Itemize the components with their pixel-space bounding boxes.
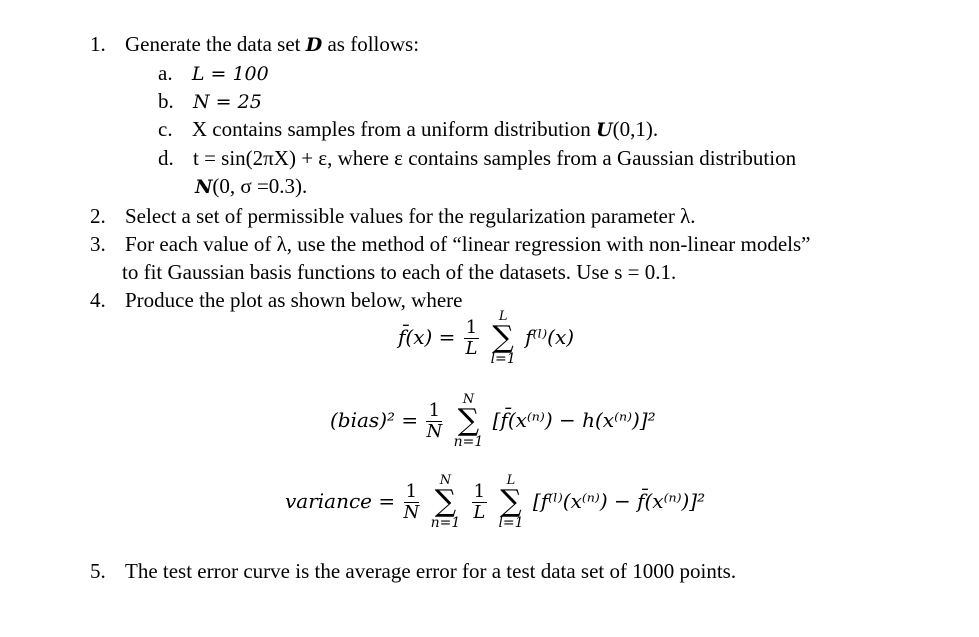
subitem-d	[158, 145, 796, 171]
subitem-d-text: t = sin(2πX) + ε, where ε contains samples from a Gaussian distribution	[193, 146, 797, 170]
item-2-number: 2.	[90, 204, 106, 228]
subitem-c-letter: c.	[158, 117, 173, 141]
equation-variance	[285, 474, 705, 531]
item-1-number: 1.	[90, 32, 106, 56]
uniform-symbol: U	[596, 119, 613, 141]
var-frac1-num: 1	[404, 482, 420, 503]
var-fraction-1	[404, 482, 420, 523]
item-4-text: Produce the plot as shown below, where	[125, 288, 463, 312]
var-sum-1	[431, 474, 461, 531]
var-sum-2	[498, 474, 523, 531]
var-sum2-top: L	[506, 473, 516, 488]
subitem-a-letter: a.	[158, 61, 173, 85]
item-2-text: Select a set of permissible values for the regularization parameter λ.	[125, 204, 696, 228]
var-term: [f⁽ˡ⁾(x⁽ⁿ⁾) − f̄(x⁽ⁿ⁾)]²	[532, 489, 706, 513]
fbar-sum	[491, 310, 516, 367]
item-1	[90, 31, 419, 58]
item-5-number: 5.	[90, 559, 106, 583]
item-1-tail: as follows:	[327, 32, 420, 56]
bias-sum-bot: n=1	[453, 434, 484, 450]
fbar-fraction	[464, 318, 479, 359]
item-3-cont	[122, 259, 676, 285]
var-frac2-num: 1	[473, 481, 486, 502]
subitem-a-text: L = 100	[191, 63, 269, 85]
fbar-frac-den: L	[465, 338, 478, 359]
subitem-d-cont	[195, 173, 307, 200]
bias-frac-den: N	[426, 421, 443, 442]
bias-frac-num: 1	[426, 401, 442, 422]
var-fraction-2	[472, 482, 487, 523]
sigma-icon: ∑	[500, 484, 522, 519]
subitem-d-letter: d.	[158, 146, 174, 170]
var-sum2-bot: l=1	[498, 515, 524, 531]
equation-bias	[330, 393, 656, 450]
var-sum1-bot: n=1	[430, 515, 461, 531]
bias-sum-top: N	[462, 392, 475, 407]
subitem-b	[158, 88, 262, 115]
sigma-icon: ∑	[434, 484, 457, 519]
subitem-c-text: X contains samples from a uniform distribution	[191, 117, 591, 141]
var-frac2-den: L	[473, 502, 486, 523]
item-4-number: 4.	[90, 288, 106, 312]
var-sum1-top: N	[439, 473, 452, 488]
bias-term: [f̄(x⁽ⁿ⁾) − h(x⁽ⁿ⁾)]²	[492, 408, 656, 432]
subitem-a	[158, 60, 269, 87]
sigma-icon: ∑	[492, 320, 514, 355]
fbar-term: f⁽ˡ⁾(x)	[525, 325, 575, 349]
subitem-d-text2: (0, σ =0.3).	[212, 174, 308, 198]
item-1-text: Generate the data set	[125, 32, 301, 56]
fbar-frac-num: 1	[465, 317, 478, 338]
equation-fbar	[398, 310, 574, 367]
var-frac1-den: N	[403, 502, 420, 523]
item-3-text: For each value of λ, use the method of “linear regression with non-linear models”	[125, 232, 811, 256]
dataset-symbol: D	[305, 34, 323, 56]
bias-lhs: (bias)² =	[330, 408, 419, 432]
fbar-sum-top: L	[498, 309, 508, 324]
item-3	[90, 231, 810, 257]
fbar-lhs: f̄(x) =	[398, 325, 456, 349]
item-5-text: The test error curve is the average error for a test data set of 1000 points.	[125, 559, 737, 583]
subitem-b-text: N = 25	[193, 91, 262, 113]
item-3-number: 3.	[90, 232, 106, 256]
bias-sum	[454, 393, 484, 450]
sigma-icon: ∑	[457, 403, 480, 438]
subitem-b-letter: b.	[158, 89, 174, 113]
gaussian-symbol: N	[195, 176, 213, 198]
subitem-c-tail: (0,1).	[612, 117, 659, 141]
item-2	[90, 203, 696, 229]
bias-fraction	[426, 401, 442, 442]
fbar-sum-bot: l=1	[490, 351, 516, 367]
item-3-text2: to fit Gaussian basis functions to each of the datasets. Use s = 0.1.	[122, 260, 677, 284]
item-5	[90, 558, 736, 584]
subitem-c	[158, 116, 658, 143]
var-lhs: variance =	[285, 489, 396, 513]
